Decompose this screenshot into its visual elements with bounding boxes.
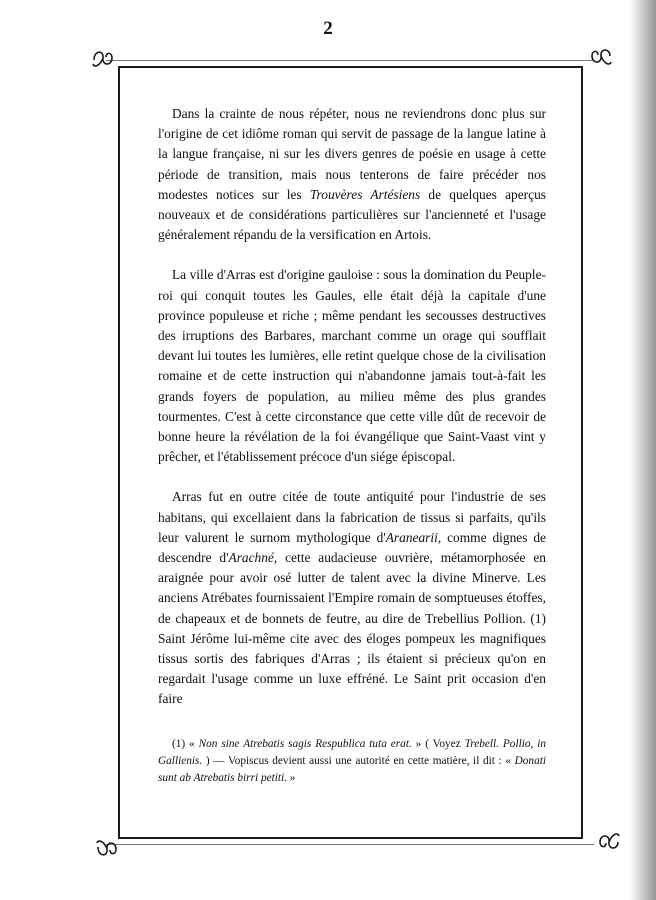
- flourish-icon: [90, 46, 116, 72]
- frame-rule-top: [106, 60, 594, 61]
- page-frame-right: [581, 66, 583, 839]
- page-frame-bottom: [120, 837, 582, 839]
- frame-rule-bottom: [106, 844, 594, 845]
- paragraph: La ville d'Arras est d'origine gauloise : sous la domination du Peuple-roi qui conquit toutes les Gaules, elle était déjà la capitale d'une province populeuse et riche ; même pendant les secousses destructives des irruptions des Barbares, marchant comme un orage qui soufflait devant lui toutes les lumières, elle retint quelque chose de la civilisation romaine et de cette instruction qui n'abandonne jamais tout-à-fait les grands foyers de population, au milieu même des plus grandes tourmentes. C'est à cette circonstance que cette ville dût de recevoir de bonne heure la révélation de la foi évangélique que Saint-Vaast vint y prêcher, et l'établissement précoce d'un siége épiscopal.: [158, 267, 546, 465]
- flourish-icon: [596, 828, 622, 854]
- paragraph: Dans la crainte de nous répéter, nous ne reviendrons donc plus sur l'origine de cet idiôme roman qui servit de passage de la langue latine à la langue française, ni sur les divers genres de poésie en usage à cette période de transition, mais nous tenterons de faire précéder nos modestes notices sur les Trouvères Artésiens de quelques aperçus nouveaux et de considérations particulières sur l'ancienneté et l'usage généralement répandu de la versification en Artois.: [158, 106, 546, 243]
- footnote: (1) « Non sine Atrebatis sagis Respublica tuta erat. » ( Voyez Trebell. Pollio, in Gallienis. ) — Vopiscus devient aussi une autorité en cette matière, il dit : « Donati sunt ab Atrebatis birri petiti. »: [158, 738, 547, 784]
- page-frame-top: [118, 66, 583, 68]
- paragraph: Arras fut en outre citée de toute antiquité pour l'industrie de ses habitans, qui excellaient dans la fabrication de tissus si parfaits, qu'ils leur valurent le surnom mythologique d'Aranearii, comme dignes de descendre d'Arachné, cette audacieuse ouvrière, métamorphosée en araignée pour avoir osé lutter de talent avec la divine Minerve. Les anciens Atrébates fournissaient l'Empire romain de somptueuses étoffes, de chapeaux et de bonnets de feutre, au dire de Trebellius Pollion. (1) Saint Jérôme lui-même cite avec des éloges pompeux les magnifiques tissus sortis des fabriques d'Arras ; ils étaient si précieux qu'on en regardait l'usage comme un luxe effréné. Le Saint prit occasion d'en faire: [158, 489, 546, 707]
- flourish-icon: [588, 44, 614, 70]
- italic-term: Aranearii: [385, 529, 438, 545]
- flourish-icon: [94, 835, 120, 861]
- body-text: [158, 104, 546, 730]
- italic-term: Arachné: [228, 550, 274, 566]
- page-frame-left: [118, 66, 120, 839]
- italic-term: Trouvères Artésiens: [309, 186, 421, 202]
- page-edge-shadow: [630, 0, 656, 900]
- page-number: 2: [323, 18, 333, 39]
